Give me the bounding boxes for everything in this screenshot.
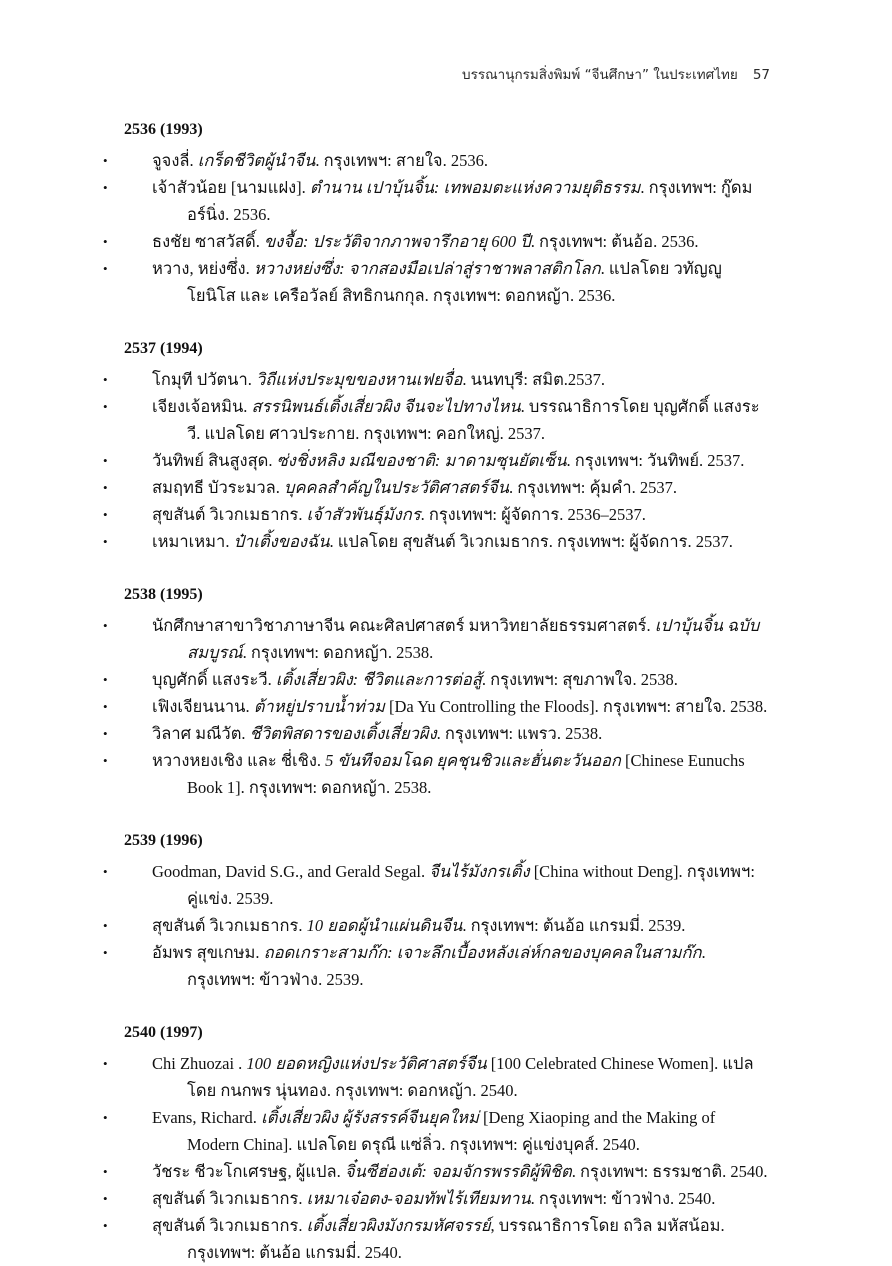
bibliography-entry [152, 1212, 770, 1266]
entry-title: 10 ยอดผู้นำแผ่นดินจีน [306, 916, 463, 935]
entry-text: . กรุงเทพฯ: ข้าวฟ่าง. 2539. [187, 943, 706, 989]
entry-list [124, 1050, 770, 1266]
entry-title: เหมาเจ๋อตง-จอมทัพไร้เทียมทาน [306, 1189, 531, 1208]
entry-text: . กรุงเทพฯ: ต้นอ้อ แกรมมี่. 2539. [462, 916, 686, 935]
bibliography-entry [152, 174, 770, 228]
bibliography-entry [152, 693, 770, 720]
entry-text: วันทิพย์ สินสูงสุด. [152, 451, 277, 470]
year-section [124, 339, 770, 555]
bibliography-entry [152, 1050, 770, 1104]
bibliography-entry [152, 393, 770, 447]
bibliography-entry [152, 528, 770, 555]
year-section [124, 585, 770, 801]
entry-text: . กรุงเทพฯ: สุขภาพใจ. 2538. [481, 670, 678, 689]
entry-title: ต้าหยู่ปราบน้ำท่วม [253, 697, 385, 716]
entry-title: บุคคลสำคัญในประวัติศาสตร์จีน [283, 478, 509, 497]
entry-text: สุขสันต์ วิเวกเมธากร. [152, 1189, 307, 1208]
bibliography-entry [152, 939, 770, 993]
year-section [124, 120, 770, 309]
bibliography-entry [152, 612, 770, 666]
entry-title: ถอดเกราะสามก๊ก: เจาะลึกเบื้องหลังเล่ห์กลของบุคคลในสามก๊ก [263, 943, 702, 962]
bibliography-entry [152, 474, 770, 501]
entry-text: หวาง, หย่งซึ่ง. [152, 259, 254, 278]
entry-text: เฟิงเจียนนาน. [152, 697, 254, 716]
year-section [124, 831, 770, 993]
entry-text: [China without Deng]. กรุงเทพฯ: คู่แข่ง. 2539. [187, 862, 755, 908]
entry-text: . กรุงเทพฯ: ธรรมชาติ. 2540. [571, 1162, 768, 1181]
entry-title: จิ๋นซีฮ่องเต้: จอมจักรพรรดิผู้พิชิต [344, 1162, 572, 1181]
year-heading: 2538 (1995) [124, 586, 203, 603]
entry-text: โกมุที ปวัตนา. [152, 370, 256, 389]
bibliography-entry [152, 1104, 770, 1158]
entry-title: ซ่งชิ่งหลิง มณีของชาติ: มาดามซุนยัตเซ็น [276, 451, 567, 470]
entry-list [124, 147, 770, 309]
entry-text: อัมพร สุขเกษม. [152, 943, 264, 962]
entry-title: เจ้าสัวพันธุ์มังกร [306, 505, 421, 524]
year-heading: 2536 (1993) [124, 121, 203, 138]
entry-text: . บรรณาธิการโดย บุญศักดิ์ แสงระวี. แปลโดย ศาวประกาย. กรุงเทพฯ: คอกใหญ่. 2537. [187, 397, 760, 443]
entry-title: หวางหย่งซึ่ง: จากสองมือเปล่าสู่ราชาพลาสติกโลก [253, 259, 601, 278]
entry-list [124, 612, 770, 801]
entry-text: สุขสันต์ วิเวกเมธากร. [152, 505, 307, 524]
year-heading: 2539 (1996) [124, 832, 203, 849]
entry-text: . แปลโดย สุขสันต์ วิเวกเมธากร. กรุงเทพฯ: ผู้จัดการ. 2537. [329, 532, 733, 551]
entry-text: . กรุงเทพฯ: คุ้มคำ. 2537. [508, 478, 678, 497]
entry-text: บุญศักดิ์ แสงระวี. [152, 670, 276, 689]
page-number: 57 [752, 67, 770, 83]
running-header-title: บรรณานุกรมสิ่งพิมพ์ “จีนศึกษา” ในประเทศไทย [462, 67, 738, 83]
entry-text: หวางหยงเชิง และ ชี่เชิง. [152, 751, 326, 770]
bibliography-entry [152, 666, 770, 693]
entry-title: ชีวิตพิสดารของเติ้งเสี่ยวผิง [249, 724, 437, 743]
entry-text: . กรุงเทพฯ: ต้นอ้อ. 2536. [530, 232, 699, 251]
year-section [124, 1023, 770, 1266]
entry-text: Chi Zhuozai . [152, 1054, 247, 1073]
running-header [124, 66, 770, 84]
entry-list [124, 858, 770, 993]
bibliography-list [124, 120, 770, 1266]
entry-title: 5 ขันทีจอมโฉด ยุคชุนชิวและฮั่นตะวันออก [325, 751, 621, 770]
entry-title: เปาบุ้นจิ้น ฉบับสมบูรณ์ [187, 616, 760, 662]
entry-text: . กรุงเทพฯ: วันทิพย์. 2537. [566, 451, 745, 470]
entry-text: . กรุงเทพฯ: แพรว. 2538. [436, 724, 603, 743]
entry-title: จีนไร้มังกรเติ้ง [429, 862, 530, 881]
entry-text: [100 Celebrated Chinese Women]. แปลโดย กนกพร นุ่นทอง. กรุงเทพฯ: ดอกหญ้า. 2540. [187, 1054, 754, 1100]
bibliography-entry [152, 501, 770, 528]
entry-text: สุขสันต์ วิเวกเมธากร. [152, 916, 307, 935]
bibliography-entry [152, 447, 770, 474]
entry-text: Goodman, David S.G., and Gerald Segal. [152, 862, 430, 881]
year-heading: 2540 (1997) [124, 1024, 203, 1041]
entry-text: . นนทบุรี: สมิต.2537. [462, 370, 606, 389]
entry-text: . กรุงเทพฯ: ผู้จัดการ. 2536–2537. [420, 505, 646, 524]
bibliography-entry [152, 366, 770, 393]
entry-text: . แปลโดย วทัญญู โยนิโส และ เครือวัลย์ สิทธิกนกกุล. กรุงเทพฯ: ดอกหญ้า. 2536. [187, 259, 722, 305]
entry-text: . กรุงเทพฯ: กู๊ดมอร์นิ่ง. 2536. [187, 178, 753, 224]
entry-text: สมฤทธี บัวระมวล. [152, 478, 284, 497]
entry-text: วัชระ ชีวะโกเศรษฐ, ผู้แปล. [152, 1162, 345, 1181]
entry-text: เหมาเหมา. [152, 532, 234, 551]
entry-text: . กรุงเทพฯ: ข้าวฟ่าง. 2540. [530, 1189, 716, 1208]
entry-title: 100 ยอดหญิงแห่งประวัติศาสตร์จีน [246, 1054, 487, 1073]
entry-text: สุขสันต์ วิเวกเมธากร. [152, 1216, 307, 1235]
entry-text: , บรรณาธิการโดย ถวิล มหัสน้อม. กรุงเทพฯ: ต้นอ้อ แกรมมี่. 2540. [187, 1216, 725, 1262]
bibliography-entry [152, 747, 770, 801]
entry-title: เติ้งเสี่ยวผิง: ชีวิตและการต่อสู้ [275, 670, 482, 689]
entry-list [124, 366, 770, 555]
entry-text: Evans, Richard. [152, 1108, 262, 1127]
bibliography-entry [152, 858, 770, 912]
entry-title: เกร็ดชีวิตผู้นำจีน [197, 151, 316, 170]
entry-text: วิลาศ มณีวัต. [152, 724, 250, 743]
entry-text: เจ้าสัวน้อย [นามแฝง]. [152, 178, 310, 197]
bibliography-entry [152, 255, 770, 309]
entry-text: [Deng Xiaoping and the Making of Modern China]. แปลโดย ดรุณี แซ่ลิ่ว. กรุงเทพฯ: คู่แข่งบุคส์. 2540. [187, 1108, 716, 1154]
entry-text: จูจงลี่. [152, 151, 198, 170]
entry-text: [Da Yu Controlling the Floods]. กรุงเทพฯ: สายใจ. 2538. [384, 697, 768, 716]
entry-text: ธงชัย ซาสวัสดิ์. [152, 232, 264, 251]
entry-title: วิถีแห่งประมุขของหานเฟยจื่อ [255, 370, 463, 389]
entry-text: [Chinese Eunuchs Book 1]. กรุงเทพฯ: ดอกหญ้า. 2538. [187, 751, 745, 797]
entry-title: ขงจื้อ: ประวัติจากภาพจารึกอายุ 600 ปี [263, 232, 531, 251]
bibliography-entry [152, 912, 770, 939]
entry-title: สรรนิพนธ์เติ้งเสี่ยวผิง จีนจะไปทางไหน [251, 397, 521, 416]
entry-text: . กรุงเทพฯ: สายใจ. 2536. [315, 151, 488, 170]
entry-title: เติ้งเสี่ยวผิง ผู้รังสรรค์จีนยุคใหม่ [261, 1108, 479, 1127]
entry-text: . กรุงเทพฯ: ดอกหญ้า. 2538. [242, 643, 434, 662]
bibliography-entry [152, 147, 770, 174]
entry-title: เติ้งเสี่ยวผิงมังกรมหัศจรรย์ [306, 1216, 491, 1235]
bibliography-entry [152, 720, 770, 747]
year-heading: 2537 (1994) [124, 340, 203, 357]
bibliography-entry [152, 228, 770, 255]
entry-text: เจียงเจ้อหมิน. [152, 397, 252, 416]
entry-title: ตำนาน เปาบุ้นจิ้น: เทพอมตะแห่งความยุติธรรม [309, 178, 641, 197]
entry-title: ป๋าเติ้งของฉัน [233, 532, 330, 551]
bibliography-entry [152, 1185, 770, 1212]
entry-text: นักศึกษาสาขาวิชาภาษาจีน คณะศิลปศาสตร์ มหาวิทยาลัยธรรมศาสตร์. [152, 616, 655, 635]
bibliography-entry [152, 1158, 770, 1185]
